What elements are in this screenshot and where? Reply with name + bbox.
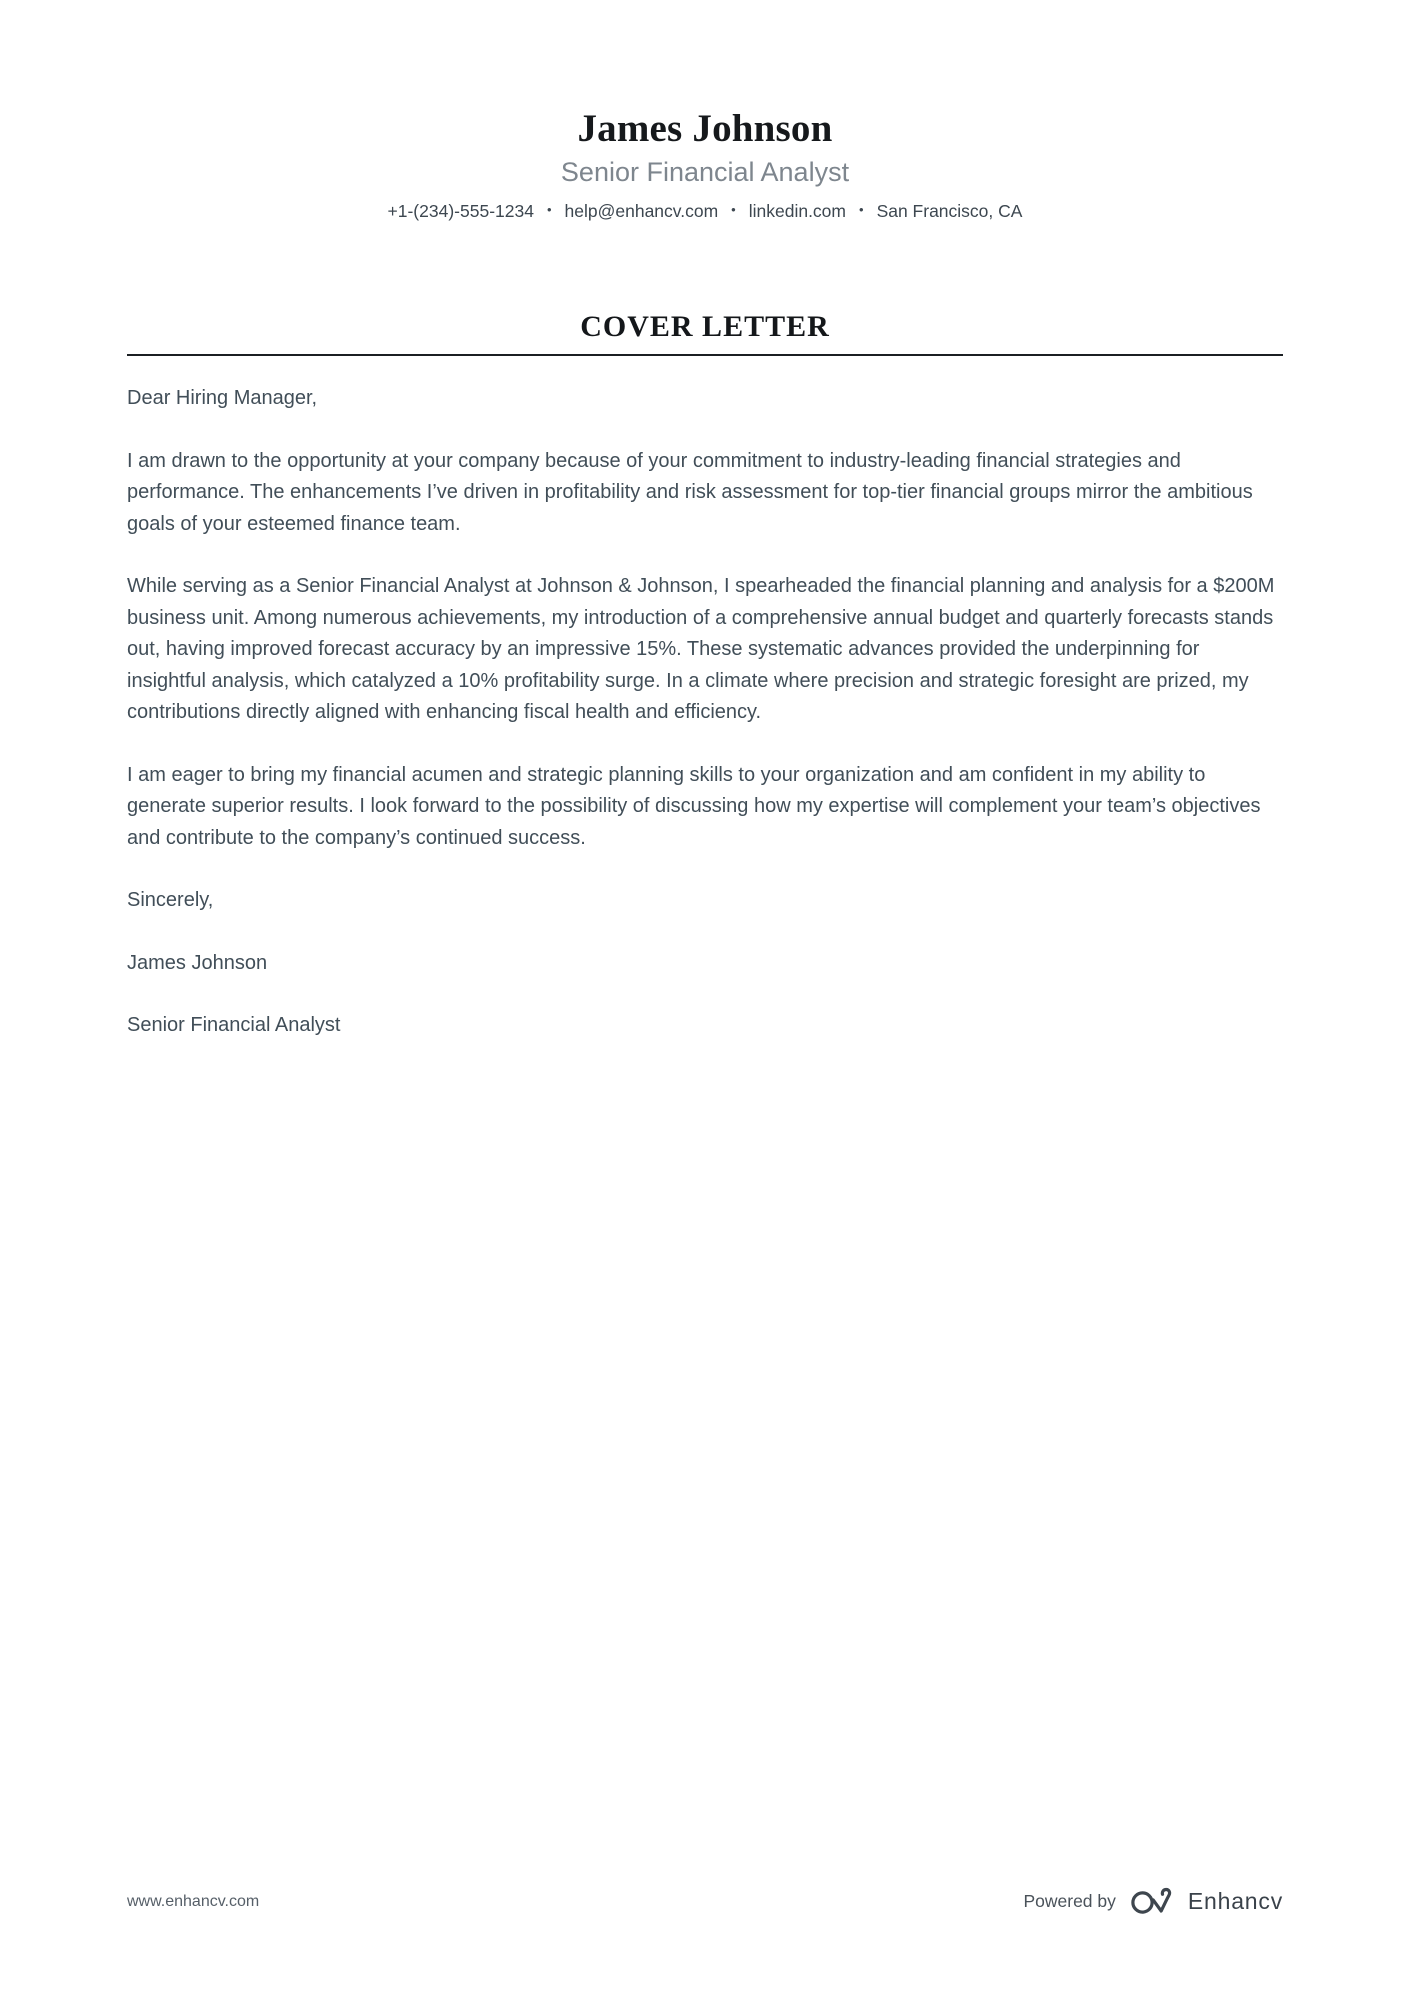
section-header [127,309,1283,345]
enhancv-logo-icon [1130,1886,1177,1917]
greeting-line: Dear Hiring Manager, [127,387,318,409]
email-link[interactable]: help@enhancv.com [564,201,719,221]
signature-block [127,885,1283,1042]
section-title: COVER LETTER [580,310,830,343]
document-header [127,0,1283,223]
contact-info-row [127,199,1283,223]
phone-number: +1-(234)-555-1234 [387,201,534,221]
letter-paragraph: While serving as a Senior Financial Analyst at Johnson & Johnson, I spearheaded the financial planning and analysis for a $200M business unit. Among numerous achievements, my introduction of a comprehensive annual budget and quarterly forecasts stands out, having improved forecast accuracy by an impressive 15%. These systematic advances provided the underpinning for insightful analysis, which catalyzed a 10% profitability surge. In a climate where precision and strategic foresight are prized, my contributions directly aligned with enhancing fiscal health and efficiency. [127,575,1275,723]
closing-line: Sincerely, [127,889,214,911]
signature-name: James Johnson [127,951,268,974]
section-divider [127,354,1283,356]
applicant-name: James Johnson [577,107,833,150]
page-footer [127,1886,1283,1917]
signature-title: Senior Financial Analyst [127,1014,341,1036]
enhancv-website-link[interactable]: www.enhancv.com [127,1892,260,1910]
letter-paragraph: I am drawn to the opportunity at your company because of your commitment to industry-leading financial strategies and performance. The enhancements I’ve driven in profitability and risk assessment for top-tier financial groups mirror the ambitious goals of your esteemed finance team. [127,449,1253,535]
bullet-separator-icon: • [546,202,552,217]
bullet-separator-icon: • [859,202,864,217]
enhancv-brand-link[interactable] [1130,1886,1283,1917]
letter-body [127,383,1283,1042]
linkedin-link[interactable]: linkedin.com [748,201,846,221]
applicant-job-title: Senior Financial Analyst [560,157,850,187]
enhancv-brand-name: Enhancv [1187,1888,1283,1914]
powered-by-label: Powered by [1023,1891,1116,1911]
location-text: San Francisco, CA [876,201,1023,221]
powered-by-group [1023,1886,1283,1917]
bullet-separator-icon: • [731,202,736,217]
letter-paragraph: I am eager to bring my financial acumen and strategic planning skills to your organization and am confident in my ability to generate superior results. I look forward to the possibility of discussing how my expertise will complement your team’s objectives and contribute to the company’s continued success. [127,763,1261,849]
